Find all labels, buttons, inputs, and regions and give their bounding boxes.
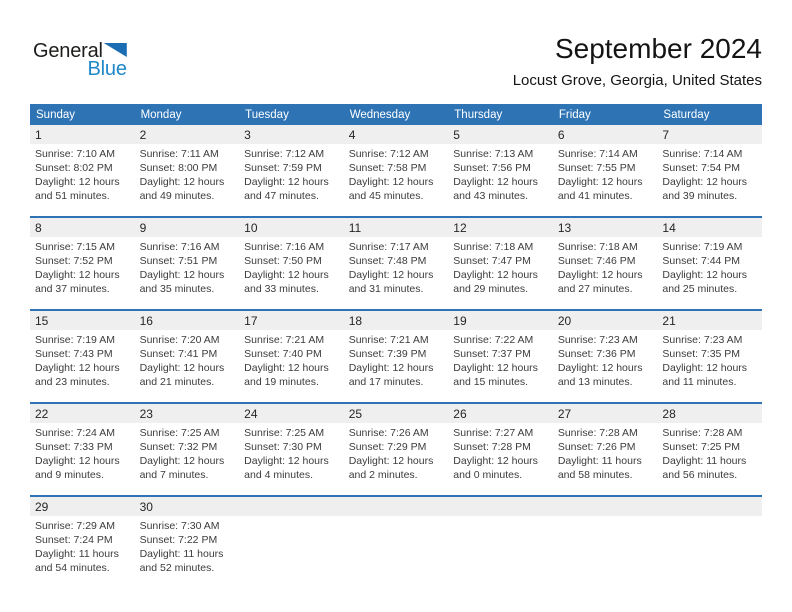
sunrise-text: Sunrise: 7:12 AM (348, 148, 429, 160)
sunset-text: Sunset: 7:43 PM (35, 348, 113, 360)
day-details-row (30, 237, 762, 309)
day-cell (448, 426, 553, 495)
day-cell (135, 240, 240, 309)
daylight-text: Daylight: 12 hours and 25 minutes. (662, 269, 748, 295)
sunset-text: Sunset: 7:48 PM (348, 255, 427, 267)
sunrise-text: Sunrise: 7:17 AM (348, 241, 429, 253)
date-number-row (30, 311, 762, 330)
day-cell (657, 426, 762, 495)
sunrise-text: Sunrise: 7:14 AM (662, 148, 743, 160)
day-cell (135, 426, 240, 495)
day-details-row (30, 330, 762, 402)
day-number: 21 (662, 314, 676, 328)
daylight-text: Daylight: 12 hours and 15 minutes. (453, 362, 538, 388)
day-cell (30, 333, 135, 402)
day-cell (657, 147, 762, 216)
weekday-header-sunday: Sunday (36, 108, 76, 121)
page-title: September 2024 (554, 33, 762, 64)
day-cell (657, 240, 762, 309)
sunset-text: Sunset: 7:55 PM (557, 162, 636, 174)
day-cell (135, 333, 240, 402)
daylight-text: Daylight: 12 hours and 51 minutes. (35, 176, 120, 202)
sunrise-text: Sunrise: 7:19 AM (662, 241, 743, 253)
date-number-row (30, 218, 762, 237)
day-number (448, 500, 553, 514)
day-details-row (30, 423, 762, 495)
sunrise-text: Sunrise: 7:16 AM (244, 241, 325, 253)
day-number: 3 (244, 128, 251, 142)
week-row-3 (30, 309, 762, 402)
day-cell (344, 147, 449, 216)
sunrise-text: Sunrise: 7:14 AM (557, 148, 638, 160)
day-number: 29 (35, 500, 49, 514)
sunrise-text: Sunrise: 7:18 AM (453, 241, 534, 253)
day-cell (448, 240, 553, 309)
sunset-text: Sunset: 7:50 PM (244, 255, 322, 267)
sunset-text: Sunset: 7:44 PM (662, 255, 741, 267)
weekday-header-friday: Friday (558, 108, 591, 121)
logo-triangle-icon (104, 43, 127, 57)
sunrise-text: Sunrise: 7:30 AM (139, 520, 220, 532)
day-number: 16 (139, 314, 153, 328)
day-cell (553, 147, 658, 216)
day-cell (553, 240, 658, 309)
weekday-header-saturday: Saturday (663, 108, 710, 121)
sunrise-text: Sunrise: 7:18 AM (557, 241, 638, 253)
daylight-text: Daylight: 11 hours and 58 minutes. (557, 455, 642, 481)
day-number: 28 (662, 407, 676, 421)
sunrise-text: Sunrise: 7:24 AM (35, 427, 115, 439)
sunrise-text: Sunrise: 7:11 AM (139, 148, 219, 160)
sunrise-text: Sunrise: 7:21 AM (244, 334, 325, 346)
daylight-text: Daylight: 12 hours and 21 minutes. (139, 362, 225, 388)
day-number: 1 (35, 128, 42, 142)
day-cell (344, 333, 449, 402)
week-row-4 (30, 402, 762, 495)
day-number: 8 (35, 221, 42, 235)
day-number: 11 (348, 221, 362, 235)
sunrise-text: Sunrise: 7:10 AM (35, 148, 115, 160)
general-blue-logo (33, 40, 127, 81)
weekday-header-tuesday: Tuesday (245, 108, 289, 121)
day-number: 25 (348, 407, 363, 421)
sunrise-text: Sunrise: 7:27 AM (453, 427, 534, 439)
day-cell (30, 519, 135, 588)
day-number: 12 (453, 221, 467, 235)
daylight-text: Daylight: 12 hours and 27 minutes. (557, 269, 643, 295)
day-number: 5 (453, 128, 460, 142)
daylight-text: Daylight: 12 hours and 4 minutes. (244, 455, 329, 481)
sunset-text: Sunset: 7:54 PM (662, 162, 741, 174)
daylight-text: Daylight: 12 hours and 11 minutes. (662, 362, 748, 388)
sunset-text: Sunset: 7:37 PM (453, 348, 531, 360)
day-cell (239, 240, 344, 309)
sunrise-text: Sunrise: 7:19 AM (35, 334, 115, 346)
daylight-text: Daylight: 12 hours and 43 minutes. (453, 176, 538, 202)
day-cell (448, 147, 553, 216)
daylight-text: Daylight: 12 hours and 7 minutes. (139, 455, 225, 481)
sunrise-text: Sunrise: 7:28 AM (557, 427, 638, 439)
week-row-1 (30, 125, 762, 216)
day-cell (135, 519, 240, 588)
day-cell (239, 426, 344, 495)
sunset-text: Sunset: 8:02 PM (35, 162, 113, 174)
daylight-text: Daylight: 12 hours and 23 minutes. (35, 362, 120, 388)
day-number: 20 (557, 314, 572, 328)
daylight-text: Daylight: 12 hours and 33 minutes. (244, 269, 329, 295)
sunset-text: Sunset: 7:56 PM (453, 162, 531, 174)
weekday-header-monday: Monday (140, 108, 182, 121)
week-row-5 (30, 495, 762, 588)
sunset-text: Sunset: 7:39 PM (348, 348, 427, 360)
sunset-text: Sunset: 7:22 PM (139, 534, 218, 546)
weekday-header-row (30, 104, 762, 125)
day-cell-empty (657, 519, 762, 588)
weekday-header-wednesday: Wednesday (349, 108, 411, 121)
sunrise-text: Sunrise: 7:20 AM (139, 334, 220, 346)
daylight-text: Daylight: 12 hours and 13 minutes. (557, 362, 643, 388)
daylight-text: Daylight: 12 hours and 41 minutes. (557, 176, 643, 202)
sunrise-text: Sunrise: 7:16 AM (139, 241, 220, 253)
daylight-text: Daylight: 12 hours and 19 minutes. (244, 362, 329, 388)
daylight-text: Daylight: 12 hours and 17 minutes. (348, 362, 434, 388)
sunrise-text: Sunrise: 7:23 AM (557, 334, 638, 346)
day-number: 2 (139, 128, 147, 142)
sunset-text: Sunset: 7:52 PM (35, 255, 113, 267)
sunset-text: Sunset: 7:30 PM (244, 441, 322, 453)
sunrise-text: Sunrise: 7:26 AM (348, 427, 429, 439)
title-block (513, 33, 762, 89)
daylight-text: Daylight: 12 hours and 37 minutes. (35, 269, 120, 295)
sunrise-text: Sunrise: 7:22 AM (453, 334, 534, 346)
day-number: 6 (557, 128, 565, 142)
day-number: 4 (348, 128, 356, 142)
daylight-text: Daylight: 12 hours and 45 minutes. (348, 176, 434, 202)
sunset-text: Sunset: 7:40 PM (244, 348, 322, 360)
sunrise-text: Sunrise: 7:29 AM (35, 520, 115, 532)
sunrise-text: Sunrise: 7:12 AM (244, 148, 325, 160)
sunrise-text: Sunrise: 7:23 AM (662, 334, 743, 346)
daylight-text: Daylight: 12 hours and 29 minutes. (453, 269, 538, 295)
sunset-text: Sunset: 7:32 PM (139, 441, 218, 453)
day-cell-empty (239, 519, 344, 588)
sunset-text: Sunset: 7:28 PM (453, 441, 531, 453)
date-number-row (30, 497, 762, 516)
sunset-text: Sunset: 7:29 PM (348, 441, 427, 453)
day-number: 7 (662, 128, 670, 142)
sunset-text: Sunset: 7:35 PM (662, 348, 741, 360)
logo-text-general: General (33, 40, 103, 62)
day-number: 9 (139, 221, 147, 235)
week-row-2 (30, 216, 762, 309)
daylight-text: Daylight: 12 hours and 35 minutes. (139, 269, 225, 295)
daylight-text: Daylight: 11 hours and 56 minutes. (662, 455, 747, 481)
sunset-text: Sunset: 7:26 PM (557, 441, 636, 453)
day-number: 30 (139, 500, 153, 514)
day-details-row (30, 144, 762, 216)
sunset-text: Sunset: 7:33 PM (35, 441, 113, 453)
daylight-text: Daylight: 12 hours and 9 minutes. (35, 455, 120, 481)
sunset-text: Sunset: 7:36 PM (557, 348, 636, 360)
day-number: 24 (244, 407, 258, 421)
day-cell (448, 333, 553, 402)
page-subtitle: Locust Grove, Georgia, United States (512, 72, 762, 89)
day-number: 14 (662, 221, 676, 235)
sunrise-text: Sunrise: 7:28 AM (662, 427, 743, 439)
day-number: 13 (557, 221, 572, 235)
day-cell-empty (448, 519, 553, 588)
daylight-text: Daylight: 12 hours and 39 minutes. (662, 176, 748, 202)
sunrise-text: Sunrise: 7:21 AM (348, 334, 429, 346)
day-cell (30, 147, 135, 216)
day-number: 26 (453, 407, 467, 421)
day-cell (135, 147, 240, 216)
sunset-text: Sunset: 7:24 PM (35, 534, 113, 546)
day-cell (344, 426, 449, 495)
daylight-text: Daylight: 11 hours and 54 minutes. (35, 548, 119, 574)
sunset-text: Sunset: 7:58 PM (348, 162, 427, 174)
daylight-text: Daylight: 12 hours and 2 minutes. (348, 455, 434, 481)
day-cell (553, 333, 658, 402)
date-number-row (30, 125, 762, 144)
day-number (344, 500, 449, 514)
sunrise-text: Sunrise: 7:15 AM (35, 241, 115, 253)
day-details-row (30, 516, 762, 588)
logo-text-blue: Blue (87, 58, 127, 80)
date-number-row (30, 404, 762, 423)
day-number: 23 (139, 407, 153, 421)
sunset-text: Sunset: 7:46 PM (557, 255, 636, 267)
day-number: 22 (35, 407, 49, 421)
day-cell-empty (553, 519, 658, 588)
sunset-text: Sunset: 7:41 PM (139, 348, 218, 360)
day-cell (553, 426, 658, 495)
daylight-text: Daylight: 12 hours and 47 minutes. (244, 176, 329, 202)
sunset-text: Sunset: 7:47 PM (453, 255, 531, 267)
day-number: 15 (35, 314, 49, 328)
day-number: 17 (244, 314, 258, 328)
day-cell-empty (344, 519, 449, 588)
daylight-text: Daylight: 12 hours and 31 minutes. (348, 269, 434, 295)
day-cell (30, 426, 135, 495)
day-cell (239, 333, 344, 402)
day-number: 19 (453, 314, 467, 328)
sunrise-text: Sunrise: 7:13 AM (453, 148, 534, 160)
day-number: 27 (557, 407, 572, 421)
sunset-text: Sunset: 7:25 PM (662, 441, 741, 453)
weekday-header-thursday: Thursday (454, 108, 503, 121)
day-cell (344, 240, 449, 309)
calendar-table (30, 104, 762, 588)
day-number: 18 (348, 314, 363, 328)
daylight-text: Daylight: 11 hours and 52 minutes. (139, 548, 224, 574)
day-number: 10 (244, 221, 258, 235)
day-number (239, 500, 344, 514)
day-cell (239, 147, 344, 216)
sunset-text: Sunset: 7:51 PM (139, 255, 218, 267)
sunset-text: Sunset: 8:00 PM (139, 162, 218, 174)
sunrise-text: Sunrise: 7:25 AM (139, 427, 220, 439)
sunrise-text: Sunrise: 7:25 AM (244, 427, 325, 439)
day-cell (657, 333, 762, 402)
day-number (553, 500, 658, 514)
daylight-text: Daylight: 12 hours and 49 minutes. (139, 176, 225, 202)
daylight-text: Daylight: 12 hours and 0 minutes. (453, 455, 538, 481)
day-number (657, 500, 762, 514)
sunset-text: Sunset: 7:59 PM (244, 162, 322, 174)
day-cell (30, 240, 135, 309)
